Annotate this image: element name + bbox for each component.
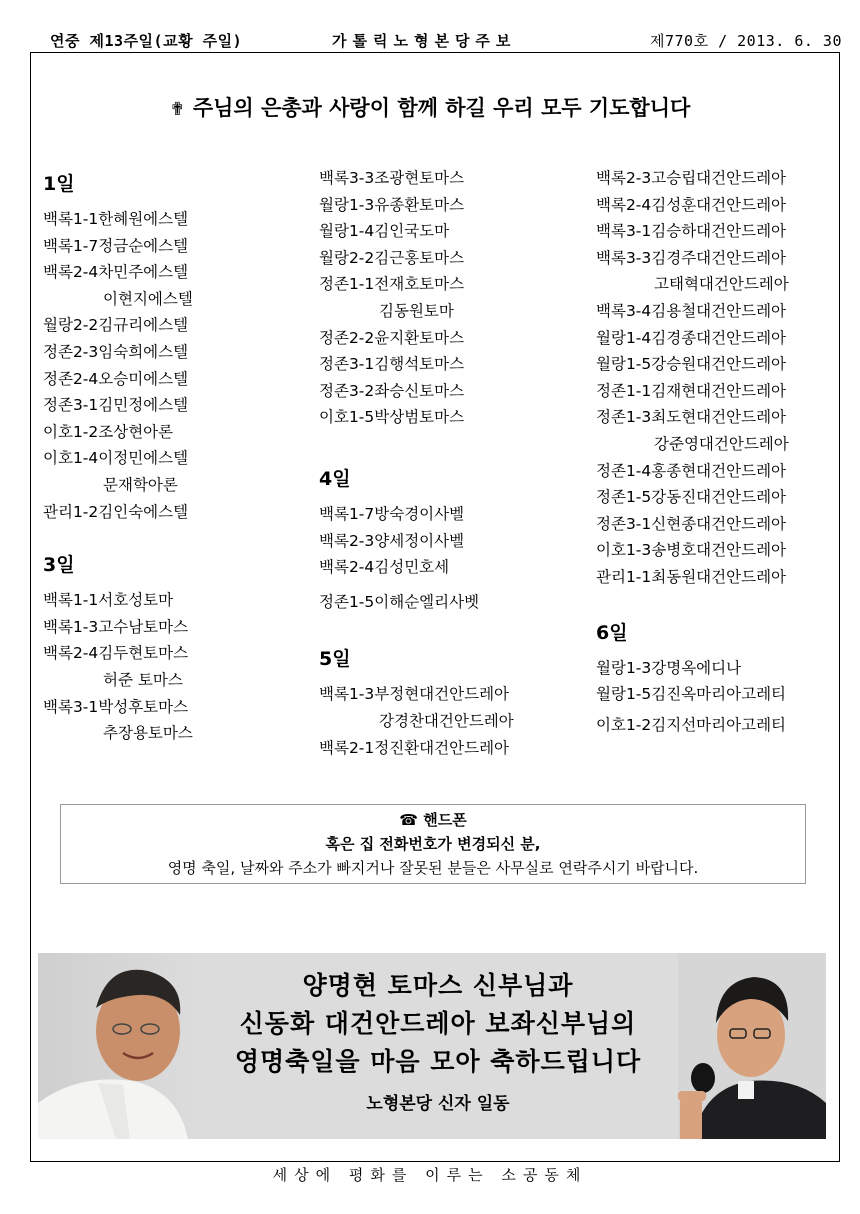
issue-number-date: 제770호 / 2013. 6. 30 [649,32,842,50]
list-item: 월랑1-3강명옥에디나 [596,658,742,677]
list-item: 이호1-2조상현아론 [43,422,174,441]
bulletin-footer: 세상에 평화를 이루는 소공동체 [272,1166,588,1184]
list-item: 이호1-3송병호대건안드레아 [596,541,787,560]
day-heading-4: 4일 [319,467,351,490]
feast-column-2 [319,165,579,761]
list-item: 정존2-3임숙희에스텔 [43,342,189,361]
list-item: 백록2-4차민주에스텔 [43,263,189,282]
list-item: 백록2-4김두현토마스 [43,644,189,663]
prayer-text: 주님의 은총과 사랑이 함께 하길 우리 모두 기도합니다 [192,96,691,120]
list-item: 이호1-4이정민에스텔 [43,449,189,468]
list-item: 백록2-1정진환대건안드레아 [319,738,510,757]
list-item: 월랑1-4김인국도마 [319,222,450,241]
priest-photo-left [38,953,198,1139]
notice-title: 핸드폰 [423,811,467,829]
list-item: 강준영대건안드레아 [654,434,789,453]
list-item: 문재학아론 [103,475,178,494]
feast-column-1 [43,170,293,747]
list-item: 강경찬대건안드레아 [379,711,514,730]
list-item: 월랑1-5김진옥마리아고레티 [596,685,787,704]
feast-column-3 [596,165,836,738]
list-item: 정존2-4오승미에스텔 [43,369,189,388]
contact-notice [60,804,806,884]
notice-line-2: 영명 축일, 날짜와 주소가 빠지거나 잘못된 분들은 사무실로 연락주시기 바랍니다. [167,859,699,877]
list-item: 백록1-7방숙경이사벨 [319,504,465,523]
list-item: 월랑1-3유종환토마스 [319,195,465,214]
list-item: 월랑2-2김근홍토마스 [319,248,465,267]
bulletin-title: 가톨릭노형본당주보 [332,32,517,50]
notice-line-1: 혹은 집 전화번호가 변경되신 분, [325,835,541,853]
list-item: 김동원토마 [379,301,454,320]
list-item: 월랑2-2김규리에스텔 [43,316,189,335]
list-item: 백록3-1박성후토마스 [43,697,189,716]
list-item: 고태혁대건안드레아 [654,275,789,294]
list-item: 정존1-3최도현대건안드레아 [596,408,787,427]
list-item: 추장용토마스 [103,724,193,743]
list-item: 정존3-2좌승신토마스 [319,381,465,400]
list-item: 정존1-5이해순엘리사벳 [319,592,480,611]
list-item: 백록1-7정금순에스텔 [43,236,189,255]
list-item: 정존3-1김민정에스텔 [43,396,189,415]
list-item: 이현지에스텔 [103,289,193,308]
list-item: 허준 토마스 [103,670,183,689]
list-item: 백록1-3고수남토마스 [43,617,189,636]
list-item: 백록2-4김성훈대건안드레아 [596,195,787,214]
list-item: 백록1-1한혜원에스텔 [43,210,189,228]
list-item: 백록3-3김경주대건안드레아 [596,248,787,267]
banner-line-3: 영명축일을 마음 모아 축하드립니다 [234,1047,642,1076]
list-item: 백록1-1서호성토마 [43,591,174,610]
list-item: 정존3-1김행석토마스 [319,355,465,374]
congratulation-banner [38,953,826,1139]
phone-icon: ☎ [399,811,418,829]
list-item: 백록2-3고승립대건안드레아 [596,169,787,187]
banner-line-2: 신동화 대건안드레아 보좌신부님의 [239,1009,637,1038]
bulletin-header [30,28,842,52]
list-item: 정존1-1김재현대건안드레아 [596,381,787,400]
list-item: 백록2-3양세정이사벨 [319,531,465,550]
day-heading-6: 6일 [596,621,628,644]
list-item: 월랑1-5강승원대건안드레아 [596,355,787,374]
list-item: 정존3-1신현종대건안드레아 [596,514,787,533]
list-item: 백록1-3부정현대건안드레아 [319,685,510,704]
day-heading-3: 3일 [43,554,75,577]
day-heading-5: 5일 [319,648,351,671]
banner-line-1: 양명현 토마스 신부님과 [302,971,574,1000]
liturgical-day: 연중 제13주일(교황 주일) [50,32,243,50]
list-item: 이호1-5박상범토마스 [319,408,465,427]
list-item: 관리1-2김인숙에스텔 [43,502,189,521]
list-item: 정존2-2윤지환토마스 [319,328,465,347]
priest-photo-right [678,953,826,1139]
list-item: 정존1-1전재호토마스 [319,275,465,294]
list-item: 백록2-4김성민호세 [319,558,450,577]
list-item: 백록3-3조광현토마스 [319,169,465,187]
list-item: 이호1-2김지선마리아고레티 [596,715,787,734]
list-item: 정존1-5강동진대건안드레아 [596,488,787,507]
list-item: 관리1-1최동원대건안드레아 [596,567,787,586]
day-heading-1: 1일 [43,173,75,195]
list-item: 백록3-4김용철대건안드레아 [596,301,787,320]
banner-signature: 노형본당 신자 일동 [366,1094,510,1114]
list-item: 백록3-1김승하대건안드레아 [596,222,787,241]
list-item: 월랑1-4김경종대건안드레아 [596,328,787,347]
prayer-heading [0,92,860,122]
cross-icon: ✟ [169,99,185,120]
list-item: 정존1-4홍종현대건안드레아 [596,461,787,480]
